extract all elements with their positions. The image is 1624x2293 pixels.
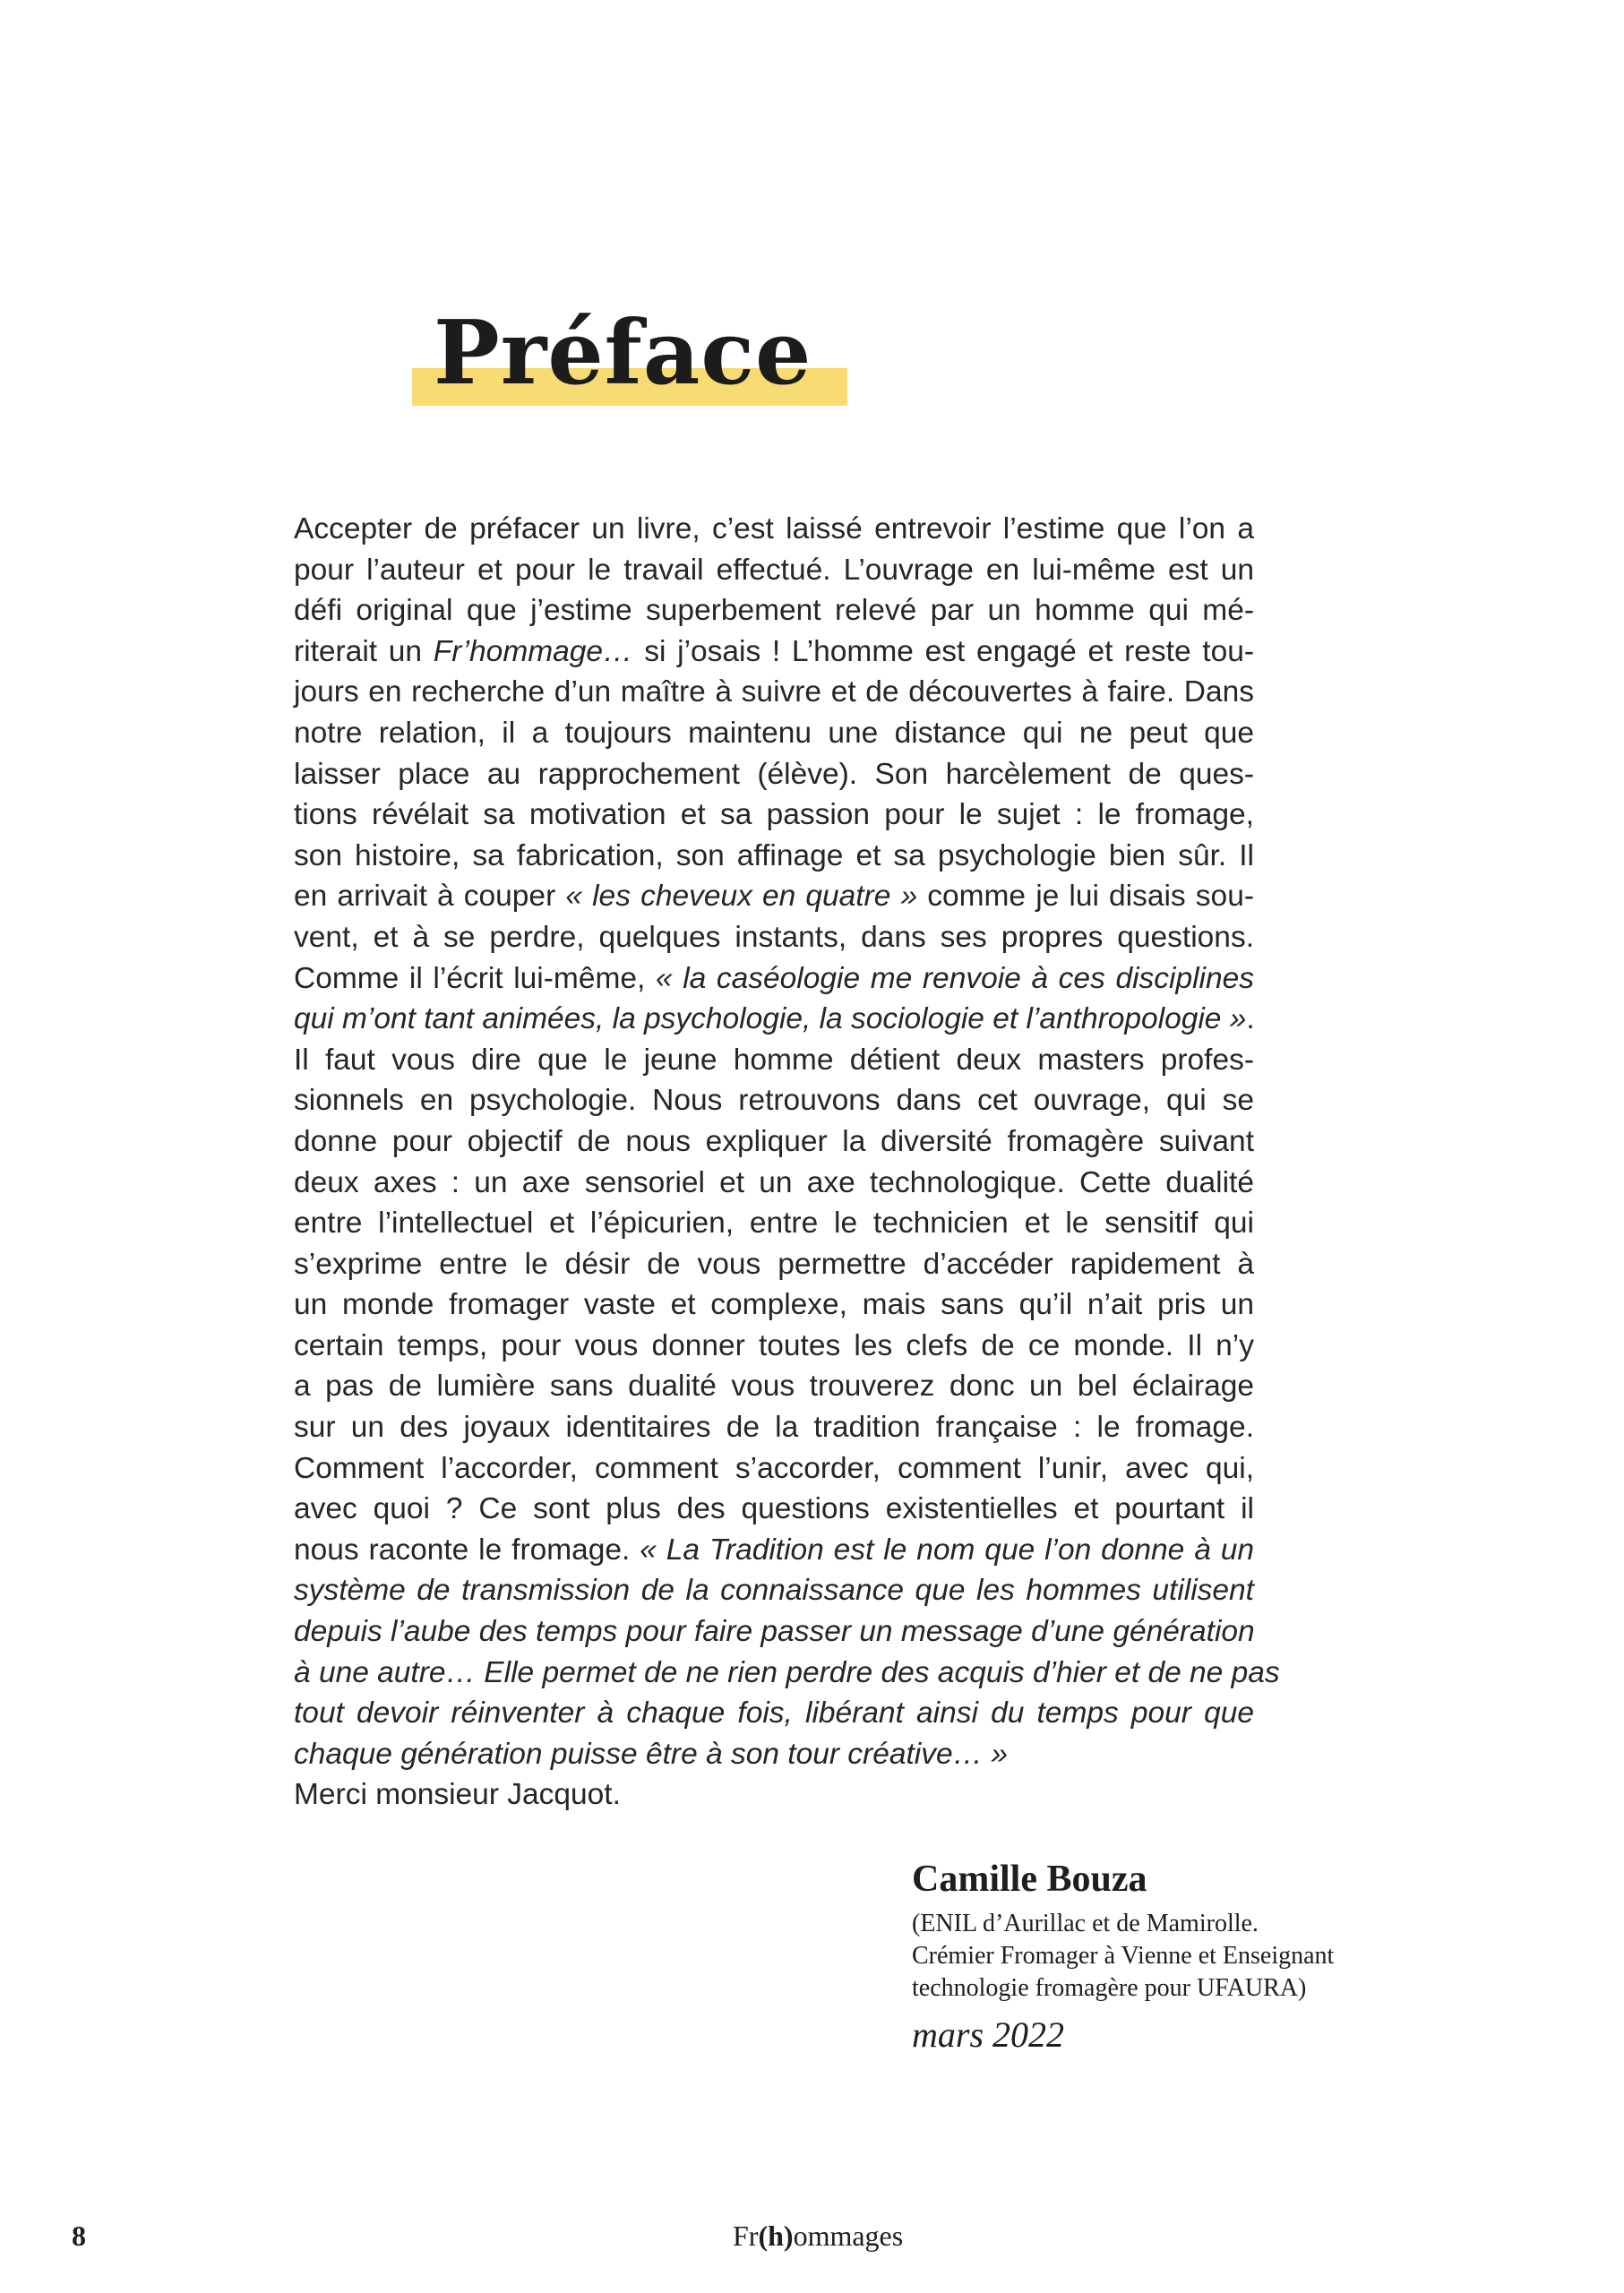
body-line — [294, 672, 1254, 713]
affiliation-line: Crémier Fromager à Vienne et Enseignant — [912, 1942, 1335, 1970]
body-text-segment: Comment l’accorder, comment s’accorder, comment l’unir, avec qui, — [294, 1451, 1254, 1485]
body-text-segment: avec quoi ? Ce sont plus des questions existentielles et pourtant il — [294, 1492, 1254, 1526]
body-text-segment: deux axes : un axe sensoriel et un axe technologique. Cette dualité — [294, 1165, 1254, 1199]
body-text-segment: . — [1246, 1002, 1255, 1036]
body-line — [294, 1570, 1254, 1611]
signature-name: Camille Bouza — [912, 1859, 1147, 1900]
running-title — [733, 2218, 903, 2254]
body-line — [294, 1244, 1254, 1285]
signature-affiliation — [912, 1908, 1334, 2005]
body-text-segment: notre relation, il a toujours maintenu une distance qui ne peut que — [294, 716, 1254, 750]
running-title-part: ommages — [793, 2220, 904, 2252]
body-line — [294, 1489, 1254, 1530]
body-text-segment: Accepter de préfacer un livre, c’est laissé entrevoir l’estime que l’on a — [294, 512, 1254, 545]
italic-quote-text: à une autre… Elle permet de ne rien perdre des acquis d’hier et de ne pas — [294, 1655, 1280, 1689]
body-line — [294, 958, 1254, 1000]
body-line — [294, 1326, 1254, 1367]
body-text-segment: défi original que j’estime superbement relevé par un homme qui mé- — [294, 594, 1254, 628]
body-line — [294, 1284, 1254, 1326]
body-text-segment: Merci monsieur Jacquot. — [294, 1778, 621, 1812]
body-text-segment: donne pour objectif de nous expliquer la diversité fromagère suivant — [294, 1124, 1254, 1158]
body-line — [294, 550, 1254, 591]
body-text-segment: sionnels en psychologie. Nous retrouvons dans cet ouvrage, qui se — [294, 1084, 1254, 1118]
body-text-segment: s’exprime entre le désir de vous permettre d’accéder rapidement à — [294, 1247, 1254, 1281]
italic-quote-text: qui m’ont tant animées, la psychologie, la sociologie et l’anthropologie » — [294, 1002, 1247, 1036]
body-line — [294, 509, 1254, 550]
signature-date: mars 2022 — [912, 2014, 1065, 2055]
body-text-segment: Comme il l’écrit lui-même, — [294, 961, 656, 995]
preface-body — [294, 509, 1280, 1816]
italic-quote-text: tout devoir réinventer à chaque fois, libérant ainsi du temps pour que — [294, 1696, 1254, 1730]
body-line — [294, 1734, 1254, 1775]
page-number: 8 — [72, 2220, 86, 2252]
body-text-segment: comme je lui disais sou- — [917, 880, 1254, 914]
body-text-segment: laisser place au rapprochement (élève). Son harcèlement de ques- — [294, 757, 1254, 791]
signature-block — [912, 1856, 1334, 2057]
italic-quote-text: « la caséologie me renvoie à ces disciplines — [655, 961, 1254, 995]
body-text-segment: vent, et à se perdre, quelques instants, dans ses propres questions. — [294, 920, 1254, 954]
body-text-segment: a pas de lumière sans dualité vous trouverez donc un bel éclairage — [294, 1370, 1254, 1404]
title-block — [412, 300, 812, 408]
body-line — [294, 794, 1254, 836]
body-text-segment: certain temps, pour vous donner toutes les clefs de ce monde. Il n’y — [294, 1328, 1254, 1362]
italic-quote-text: chaque génération puisse être à son tour créative… » — [294, 1737, 1009, 1771]
body-line — [294, 999, 1254, 1040]
italic-quote-text: depuis l’aube des temps pour faire passer un message d’une génération — [294, 1615, 1255, 1649]
page-title: Préface — [434, 302, 812, 405]
body-line — [294, 1611, 1254, 1653]
body-line — [294, 1448, 1254, 1490]
affiliation-line: (ENIL d’Aurillac et de Mamirolle. — [912, 1910, 1259, 1937]
body-line — [294, 1121, 1254, 1163]
italic-quote-text: « les cheveux en quatre » — [565, 880, 918, 914]
affiliation-line: technologie fromagère pour UFAURA) — [912, 1974, 1307, 2002]
body-text-segment: son histoire, sa fabrication, son affinage et sa psychologie bien sûr. Il — [294, 838, 1254, 872]
body-text-segment: jours en recherche d’un maître à suivre et de découvertes à faire. Dans — [294, 675, 1254, 709]
running-title-part: (h) — [758, 2220, 794, 2252]
body-text-segment: riterait un — [294, 634, 434, 668]
body-line — [294, 590, 1254, 631]
body-text-segment: nous raconte le fromage. — [294, 1533, 640, 1567]
body-text-segment: tions révélait sa motivation et sa passion pour le sujet : le fromage, — [294, 798, 1254, 832]
body-line — [294, 631, 1254, 673]
body-line — [294, 1653, 1280, 1694]
italic-quote-text: système de transmission de la connaissance que les hommes utilisent — [294, 1574, 1254, 1608]
body-line — [294, 1693, 1254, 1734]
body-line — [294, 1366, 1254, 1407]
body-line — [294, 713, 1254, 754]
body-line — [294, 876, 1254, 917]
body-line — [294, 754, 1254, 795]
body-text-segment: Il faut vous dire que le jeune homme détient deux masters profes- — [294, 1043, 1254, 1077]
italic-quote-text: Fr’hommage… — [433, 634, 633, 668]
body-line — [294, 1040, 1254, 1081]
body-line — [294, 1163, 1254, 1204]
body-line — [294, 836, 1254, 877]
body-line — [294, 1080, 1254, 1121]
body-line — [294, 917, 1254, 958]
body-line — [294, 1203, 1254, 1244]
italic-quote-text: « La Tradition est le nom que l’on donne à un — [640, 1533, 1254, 1567]
body-line — [294, 1530, 1254, 1571]
body-text-segment: si j’osais ! L’homme est engagé et reste tou- — [632, 634, 1254, 668]
body-text-segment: sur un des joyaux identitaires de la tradition française : le fromage. — [294, 1411, 1254, 1445]
body-text-segment: pour l’auteur et pour le travail effectué. L’ouvrage en lui-même est un — [294, 553, 1254, 587]
body-text-segment: entre l’intellectuel et l’épicurien, entre le technicien et le sensitif qui — [294, 1207, 1254, 1241]
running-title-part: Fr — [733, 2220, 759, 2252]
body-line — [294, 1407, 1254, 1448]
body-text-segment: un monde fromager vaste et complexe, mais sans qu’il n’ait pris un — [294, 1288, 1254, 1322]
body-text-segment: en arrivait à couper — [294, 880, 566, 914]
body-line — [294, 1774, 1254, 1816]
